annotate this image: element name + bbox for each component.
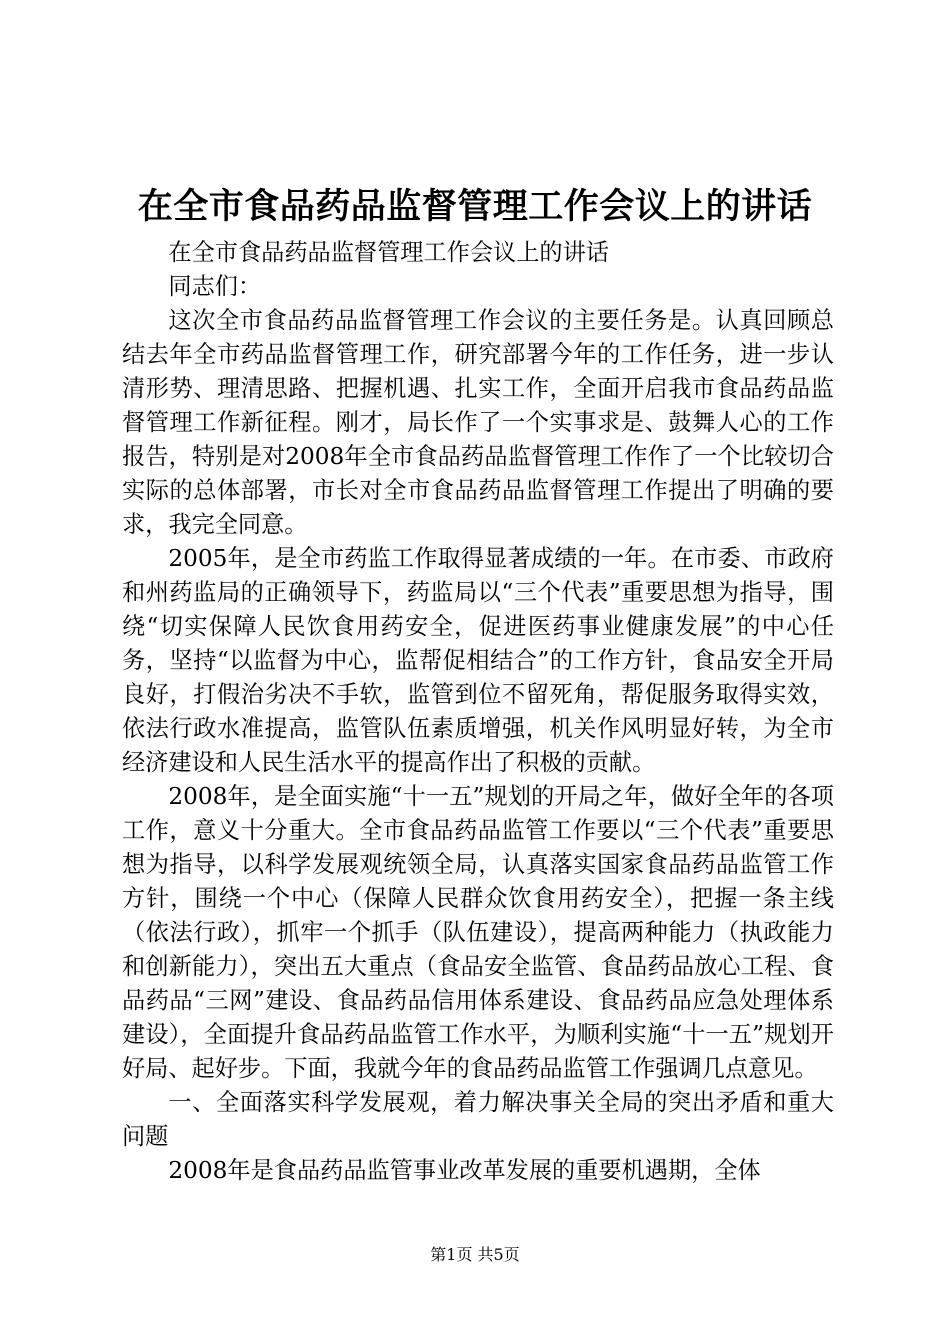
paragraph: 2008年，是全面实施“十一五”规划的开局之年，做好全年的各项工作，意义十分重大。全市食品药品监管工作要以“三个代表”重要思想为指导，以科学发展观统领全局，认真落实国家食品药品监管工作方针，围绕一个中心（保障人民群众饮食用药安全），把握一条主线（依法行政），抓牢一个抓手（队伍建设），提高两种能力（执政能力和创新能力），突出五大重点（食品安全监管、食品药品放心工程、食品药品“三网”建设、食品药品信用体系建设、食品药品应急处理体系建设），全面提升食品药品监管工作水平，为顺利实施“十一五”规划开好局、起好步。下面，我就今年的食品药品监管工作强调几点意见。 [122,783,834,1082]
paragraph: 这次全市食品药品监督管理工作会议的主要任务是。认真回顾总结去年全市药品监督管理工作，研究部署今年的工作任务，进一步认清形势、理清思路、把握机遇、扎实工作，全面开启我市食品药品监督管理工作新征程。刚才，局长作了一个实事求是、鼓舞人心的工作报告，特别是对2008年全市食品药品监督管理工作作了一个比较切合实际的总体部署，市长对全市食品药品监督管理工作提出了明确的要求，我完全同意。 [122,307,834,538]
document-body [122,236,834,1188]
paragraph: 2008年是食品药品监管事业改革发展的重要机遇期，全体 [168,1157,761,1184]
paragraph: 2005年，是全市药监工作取得显著成绩的一年。在市委、市政府和州药监局的正确领导下，药监局以“三个代表”重要思想为指导，围绕“切实保障人民饮食用药安全，促进医药事业健康发展”的中心任务，坚持“以监督为中心，监帮促相结合”的工作方针，食品安全开局良好，打假治劣决不手软，监管到位不留死角，帮促服务取得实效，依法行政水准提高，监管队伍素质增强，机关作风明显好转，为全市经济建设和人民生活水平的提高作出了积极的贡献。 [122,545,834,776]
section-heading: 一、全面落实科学发展观，着力解决事关全局的突出矛盾和重大问题 [122,1089,834,1150]
paragraph-salutation: 同志们： [168,273,262,300]
document-title: 在全市食品药品监督管理工作会议上的讲话 [137,186,813,227]
page-number-footer: 第1页 共5页 [430,1245,520,1264]
paragraph-subtitle: 在全市食品药品监督管理工作会议上的讲话 [168,239,609,266]
